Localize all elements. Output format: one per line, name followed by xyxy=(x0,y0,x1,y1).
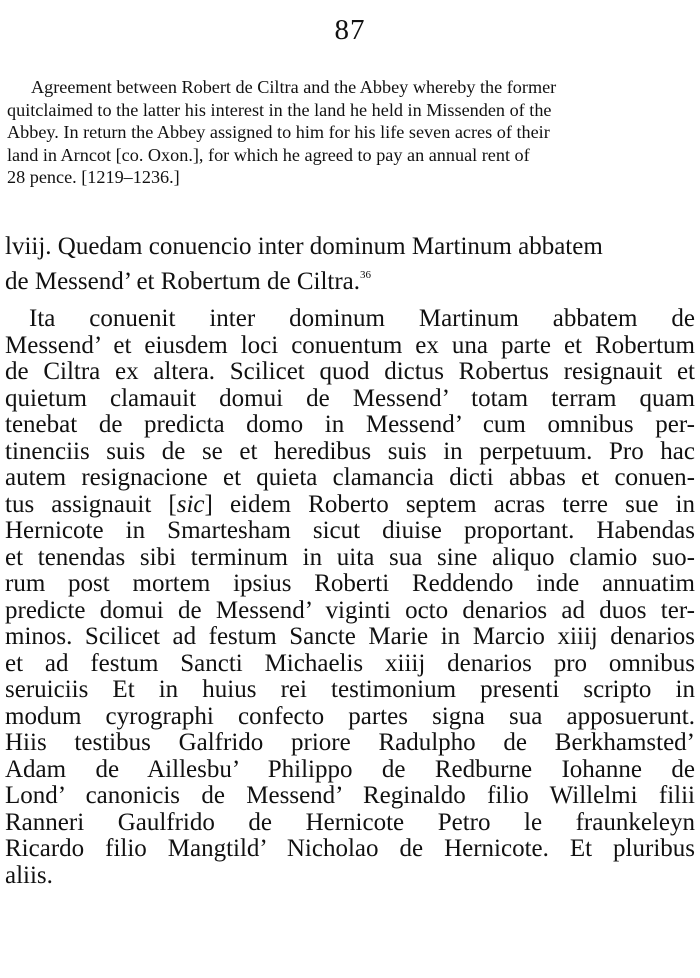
page-number: 87 xyxy=(334,14,366,46)
body-line: et ad festum Sancti Michaelis xiiij denarios pro omnibus xyxy=(5,649,695,677)
charter-body xyxy=(5,306,695,889)
summary-line: Agreement between Robert de Ciltra and the Abbey whereby the former xyxy=(31,77,557,97)
body-line: de Ciltra ex altera. Scilicet quod dictus Robertus resignauit et xyxy=(5,358,695,385)
body-line: et tenendas sibi terminum in uita sua sine aliquo clamio suo- xyxy=(5,543,695,571)
footnote-reference: 36 xyxy=(360,269,372,281)
summary-paragraph xyxy=(7,76,697,189)
summary-line: land in Arncot [co. Oxon.], for which he agreed to pay an annual rent of xyxy=(7,144,530,165)
body-line: Ranneri Gaulfrido de Hernicote Petro le fraunkeleyn xyxy=(5,808,695,836)
body-line: tinenciis suis de se et heredibus suis in perpetuum. Pro hac xyxy=(5,437,695,465)
body-line: Lond’ canonicis de Messend’ Reginaldo filio Willelmi filii xyxy=(5,782,695,809)
body-line: tus assignauit [sic] eidem Roberto septem acras terre sue in xyxy=(5,490,695,518)
body-line: quietum clamauit domui de Messend’ totam terram quam xyxy=(5,384,695,412)
body-line: Ita conuenit inter dominum Martinum abbatem de xyxy=(29,305,695,332)
body-line: tenebat de predicta domo in Messend’ cum omnibus per- xyxy=(5,411,695,438)
body-line: predicte domui de Messend’ viginti octo denarios ad duos ter- xyxy=(5,596,695,624)
heading-line: lviij. Quedam conuencio inter dominum Martinum abbatem xyxy=(5,233,603,260)
body-line: Hernicote in Smartesham sicut diuise proportant. Habendas xyxy=(5,517,695,544)
body-line: Hiis testibus Galfrido priore Radulpho de Berkhamsted’ xyxy=(5,729,695,756)
body-line: aliis. xyxy=(5,861,53,889)
summary-line: 28 pence. [1219–1236.] xyxy=(7,167,180,188)
body-line: Adam de Aillesbu’ Philippo de Redburne Iohanne de xyxy=(5,755,695,783)
body-line: Ricardo filio Mangtild’ Nicholao de Hernicote. Et pluribus xyxy=(5,835,695,862)
heading-line: de Messend’ et Robertum de Ciltra. xyxy=(5,268,361,295)
charter-heading xyxy=(5,232,695,296)
summary-line: Abbey. In return the Abbey assigned to him for his life seven acres of their xyxy=(7,122,550,143)
body-line: seruiciis Et in huius rei testimonium presenti scripto in xyxy=(5,676,695,703)
body-line: Messend’ et eiusdem loci conuentum ex una parte et Robertum xyxy=(5,331,695,359)
body-line: autem resignacione et quieta clamancia dicti abbas et conuen- xyxy=(5,464,695,491)
summary-line: quitclaimed to the latter his interest in the land he held in Missenden of the xyxy=(7,99,552,120)
body-line: rum post mortem ipsius Roberti Reddendo inde annuatim xyxy=(5,570,695,597)
body-line: modum cyrographi confecto partes signa sua apposuerunt. xyxy=(5,702,695,730)
body-line: minos. Scilicet ad festum Sancte Marie in Marcio xiiij denarios xyxy=(5,623,695,650)
editorial-sic: sic xyxy=(176,490,205,518)
